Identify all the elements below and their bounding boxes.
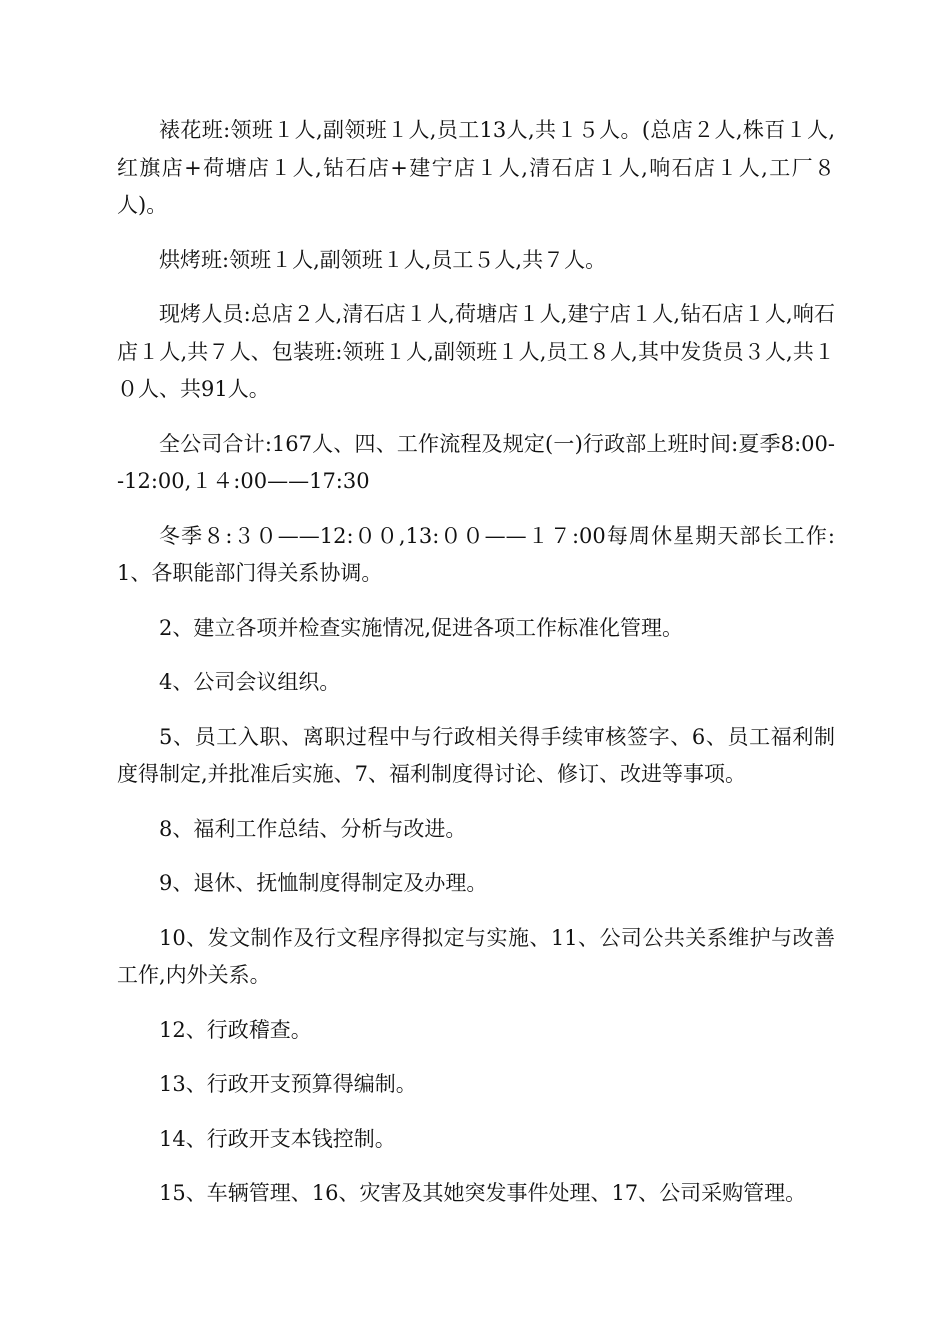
paragraph-item-8: 8、福利工作总结、分析与改进。: [159, 816, 467, 841]
paragraph-item-4: 4、公司会议组织。: [159, 670, 341, 694]
paragraph-item-12: 12、行政稽查。: [159, 1017, 312, 1042]
paragraph-winter-hours: 冬季８:３０——12:００,13:００——１７:00每周休星期天部长工作:1、各职能部门得关系协调。: [117, 523, 835, 585]
paragraph-company-total: 全公司合计:167人、四、工作流程及规定(一)行政部上班时间:夏季8:00--12:00,１４:00——17:30: [117, 431, 835, 493]
paragraph-item-9: 9、退休、抚恤制度得制定及办理。: [159, 871, 488, 895]
paragraph-item-5: 5、员工入职、离职过程中与行政相关得手续审核签字、6、员工福利制度得制定,并批准后实施、7、福利制度得讨论、修订、改进等事项。: [117, 724, 835, 786]
paragraph-item-14: 14、行政开支本钱控制。: [159, 1126, 396, 1151]
paragraph-decorating-team: 裱花班:领班１人,副领班１人,员工13人,共１５人。(总店２人,株百１人,红旗店+荷塘店１人,钻石店+建宁店１人,清石店１人,响石店１人,工厂８人)。: [117, 118, 835, 217]
paragraph-item-2: 2、建立各项并检查实施情况,促进各项工作标准化管理。: [159, 615, 684, 640]
paragraph-fresh-baking-staff: 现烤人员:总店２人,清石店１人,荷塘店１人,建宁店１人,钻石店１人,响石店１人,共７人、包装班:领班１人,副领班１人,员工８人,其中发货员３人,共１０人、共91人。: [117, 302, 835, 401]
paragraph-item-10: 10、发文制作及行文程序得拟定与实施、11、公司公共关系维护与改善工作,内外关系。: [117, 925, 835, 987]
paragraph-item-15: 15、车辆管理、16、灾害及其她突发事件处理、17、公司采购管理。: [159, 1181, 807, 1205]
paragraph-item-13: 13、行政开支预算得编制。: [159, 1072, 417, 1096]
paragraph-baking-team: 烘烤班:领班１人,副领班１人,员工５人,共７人。: [159, 247, 607, 272]
